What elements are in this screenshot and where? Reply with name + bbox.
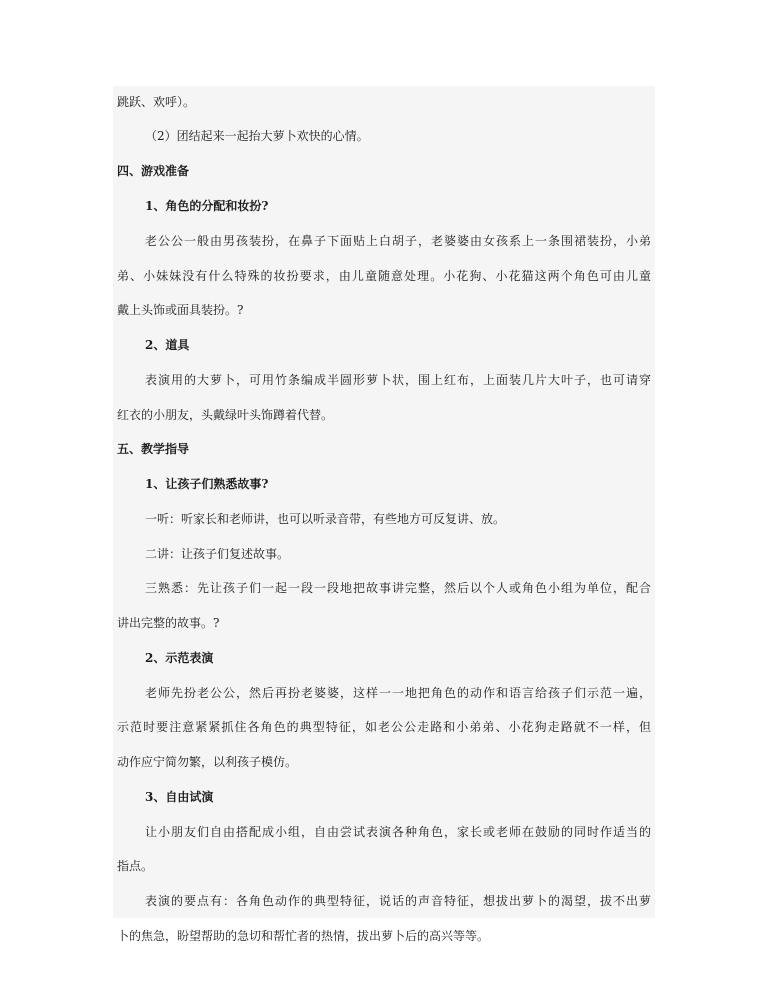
subsection-heading: 2、示范表演 [145, 651, 214, 665]
paragraph-line: 示范时要注意紧紧抓住各角色的典型特征，如老公公走路和小弟弟、小花狗走路就不一样，但 [117, 720, 651, 734]
paragraph-line: 二讲：让孩子们复述故事。 [145, 547, 290, 561]
paragraph-line: 弟、小妹妹没有什么特殊的妆扮要求，由儿童随意处理。小花狗、小花猫这两个角色可由儿童 [117, 269, 651, 283]
paragraph-line: 三熟悉：先让孩子们一起一段一段地把故事讲完整，然后以个人或角色小组为单位，配合 [145, 581, 651, 595]
paragraph-line: 表演用的大萝卜，可用竹条编成半圆形萝卜状，围上红布，上面装几片大叶子，也可请穿 [145, 373, 651, 387]
section-heading: 四、游戏准备 [117, 164, 190, 178]
document-page [113, 86, 655, 943]
paragraph-line: 戴上头饰或面具装扮。? [117, 303, 244, 317]
paragraph-line: 老师先扮老公公，然后再扮老婆婆，这样一一地把角色的动作和语言给孩子们示范一遍， [145, 686, 651, 700]
paragraph-line: 一听：听家长和老师讲，也可以听录音带，有些地方可反复讲、放。 [145, 512, 506, 526]
section-heading: 五、教学指导 [117, 442, 190, 456]
paragraph-line: 动作应宁简勿繁，以利孩子模仿。 [117, 755, 298, 769]
paragraph-line: 让小朋友们自由搭配成小组，自由尝试表演各种角色，家长或老师在鼓励的同时作适当的 [145, 825, 651, 839]
paragraph-line: 老公公一般由男孩装扮，在鼻子下面贴上白胡子，老婆婆由女孩系上一条围裙装扮，小弟 [145, 234, 651, 248]
paragraph-line: （2）团结起来一起抬大萝卜欢快的心情。 [145, 129, 369, 143]
subsection-heading: 1、让孩子们熟悉故事? [145, 477, 269, 491]
subsection-heading: 2、道具 [145, 338, 190, 352]
subsection-heading: 1、角色的分配和妆扮? [145, 199, 269, 213]
paragraph-line: 卜的焦急，盼望帮助的急切和帮忙者的热情，拔出萝卜后的高兴等等。 [117, 929, 490, 943]
paragraph-line: 跳跃、欢呼）。 [117, 95, 196, 109]
paragraph-line: 讲出完整的故事。? [117, 616, 220, 630]
paragraph-line: 表演的要点有：各角色动作的典型特征，说话的声音特征，想拔出萝卜的渴望，拔不出萝 [145, 894, 651, 908]
paragraph-line: 红衣的小朋友，头戴绿叶头饰蹲着代替。 [117, 408, 334, 422]
subsection-heading: 3、自由试演 [145, 790, 214, 804]
paragraph-line: 指点。 [117, 859, 154, 873]
